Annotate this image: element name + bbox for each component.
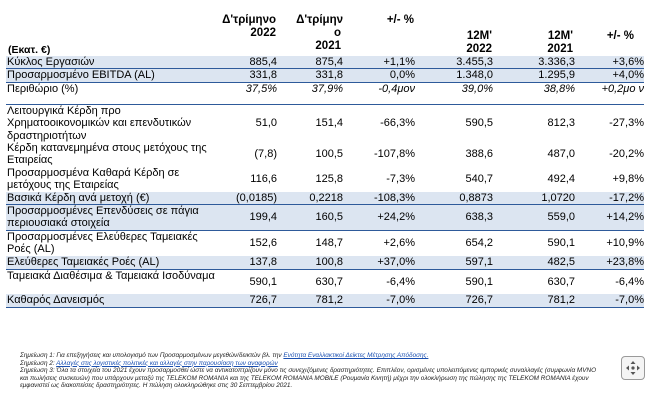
value-y2021: 482,5 bbox=[493, 256, 575, 270]
value-q2021: 630,7 bbox=[315, 275, 343, 288]
change-y: -17,2% bbox=[575, 192, 644, 205]
value-q2021: 781,2 bbox=[277, 294, 343, 308]
change-y: +14,2% bbox=[575, 205, 644, 231]
change-q: +24,2% bbox=[343, 205, 415, 231]
row-label: Προσαρμοσμένες Ελεύθερες Ταμειακές Ροές (AL) bbox=[7, 230, 198, 256]
footnote-2-text: Σημείωση 2: bbox=[20, 359, 55, 367]
change-y: +0,2μο ν bbox=[601, 82, 644, 95]
value-y2022: 540,7 bbox=[465, 173, 493, 186]
header-q2021-line2: ο bbox=[333, 27, 341, 39]
change-y: -6,4% bbox=[615, 275, 644, 288]
value-q2022: (0,0185) bbox=[216, 192, 277, 205]
table-row bbox=[6, 230, 644, 255]
value-y2021: 3.336,3 bbox=[493, 56, 575, 69]
value-q2021: 100,5 bbox=[315, 148, 343, 161]
table-row bbox=[6, 192, 644, 205]
change-q: -107,8% bbox=[374, 148, 415, 161]
footnote-1 bbox=[20, 352, 600, 360]
row-label: Ελεύθερες Ταμειακές Ροές (AL) bbox=[6, 256, 216, 270]
table-row bbox=[6, 69, 644, 82]
value-q2021: 100,8 bbox=[277, 256, 343, 270]
value-y2021: 781,2 bbox=[493, 294, 575, 308]
value-q2022: (7,8) bbox=[254, 148, 277, 161]
scroll-move-icon bbox=[625, 360, 641, 376]
header-q2021 bbox=[283, 14, 343, 53]
footnote-1-link[interactable]: Ενότητα Εναλλακτικοί Δείκτες Μέτρησης Απόδοσης. bbox=[283, 352, 429, 359]
header-y2022 bbox=[436, 30, 492, 56]
row-label: Καθαρός Δανεισμός bbox=[6, 294, 216, 308]
value-q2022: 37,5% bbox=[245, 82, 277, 95]
table-row bbox=[6, 294, 644, 308]
value-q2022: 51,0 bbox=[216, 104, 277, 142]
value-y2021: 559,0 bbox=[493, 205, 575, 231]
footnotes bbox=[20, 352, 600, 390]
value-q2021: 37,9% bbox=[311, 82, 343, 95]
footnote-3: Σημείωση 3: Όλα τα στοιχεία του 2021 έχουν προσαρμοσθεί ώστε να αντικατοπτρίζουν μόνο τις συνεχιζόμενες δραστηριότητες. Επιπλέον, ορισμένες υπολειπόμενες εμπορικές συναλλαγές (συμφωνία MVNO και πωλήσεις συσκευών) που υπάρχουν μεταξύ της TELEKOM ROMANIA και της TELEKOM ROMANIA MOBILE (Ρουμανία Κινητή) μέχρι την ολοκλήρωση της πώλησης της TELEKOM ROMANIA έχουν εμφανιστεί ως διακοπείσες δραστηριότητες. Η πώληση ολοκληρώθηκε στις 30 Σεπτεμβρίου 2021. bbox=[20, 367, 597, 390]
row-label: Βασικά Κέρδη ανά μετοχή (€) bbox=[6, 192, 216, 205]
value-y2021: 1.295,9 bbox=[493, 69, 575, 82]
footnote-2-link[interactable]: Αλλαγές στις λογιστικές πολιτικές και αλλαγές στην παρουσίαση των αναφορών bbox=[56, 359, 278, 367]
change-y: +9,8% bbox=[612, 173, 644, 186]
header-change-q: +/- % bbox=[386, 14, 414, 26]
table-row bbox=[6, 104, 644, 142]
value-y2022: 590,5 bbox=[415, 104, 493, 142]
header-q2022-line1: Δ'τρίμηνο bbox=[222, 14, 276, 26]
row-label: Κύκλος Εργασιών bbox=[6, 56, 216, 69]
change-q: +37,0% bbox=[343, 256, 415, 270]
table-row bbox=[6, 205, 644, 231]
value-q2021: 160,5 bbox=[277, 205, 343, 231]
change-y: +4,0% bbox=[575, 69, 644, 82]
value-q2022: 726,7 bbox=[216, 294, 277, 308]
value-y2021: 38,8% bbox=[543, 82, 575, 95]
row-label: Προσαρμοσμένο EBITDA (AL) bbox=[6, 69, 216, 82]
value-y2021: 492,4 bbox=[547, 173, 575, 186]
change-y: -7,0% bbox=[575, 294, 644, 308]
table-row bbox=[6, 256, 644, 270]
value-q2022: 590,1 bbox=[249, 275, 277, 288]
value-q2021: 331,8 bbox=[277, 69, 343, 82]
row-label: Προσαρμοσμένες Επενδύσεις σε πάγια περιουσιακά στοιχεία bbox=[6, 205, 216, 231]
header-q2021-line1: Δ'τρίμην bbox=[296, 14, 343, 26]
table-row bbox=[6, 56, 644, 69]
value-y2022: 388,6 bbox=[465, 148, 493, 161]
value-q2021: 148,7 bbox=[315, 237, 343, 250]
value-y2021: 630,7 bbox=[547, 275, 575, 288]
header-change-y: +/- % bbox=[606, 30, 634, 42]
change-y: -27,3% bbox=[575, 104, 644, 142]
change-y: +10,9% bbox=[606, 237, 644, 250]
value-y2022: 1.348,0 bbox=[415, 69, 493, 82]
value-q2022: 137,8 bbox=[216, 256, 277, 270]
change-q: -0,4μον bbox=[378, 82, 415, 95]
value-y2021: 1,0720 bbox=[493, 192, 575, 205]
row-label: Κέρδη κατανεμημένα στους μετόχους της Εταιρείας bbox=[7, 142, 207, 167]
value-q2022: 199,4 bbox=[216, 205, 277, 231]
change-q: -66,3% bbox=[343, 104, 415, 142]
table-row bbox=[6, 270, 644, 294]
value-y2022: 39,0% bbox=[461, 82, 493, 95]
value-q2021: 875,4 bbox=[277, 56, 343, 69]
unit-label: (Εκατ. €) bbox=[8, 44, 51, 56]
change-q: +1,1% bbox=[343, 56, 415, 69]
value-y2022: 0,8873 bbox=[415, 192, 493, 205]
value-y2021: 812,3 bbox=[493, 104, 575, 142]
header-y2022-line2: 2022 bbox=[466, 43, 492, 55]
table-row bbox=[6, 82, 644, 104]
table-row bbox=[6, 142, 644, 167]
header-q2022 bbox=[216, 14, 276, 40]
footnote-1-text: Σημείωση 1: Για επεξηγήσεις και υπολογισμό των Προσαρμοσμένων μεγεθών/δεικτών βλ. την bbox=[20, 352, 282, 359]
change-q: -6,4% bbox=[386, 275, 415, 288]
value-q2022: 152,6 bbox=[249, 237, 277, 250]
row-label: Περιθώριο (%) bbox=[7, 82, 79, 95]
value-q2022: 331,8 bbox=[216, 69, 277, 82]
row-label: Λειτουργικά Κέρδη προ Χρηματοοικονομικών και επενδυτικών δραστηριοτήτων bbox=[6, 104, 216, 142]
change-y: -20,2% bbox=[609, 148, 644, 161]
value-y2022: 597,1 bbox=[415, 256, 493, 270]
change-q: -7,3% bbox=[386, 173, 415, 186]
change-q: -108,3% bbox=[343, 192, 415, 205]
value-y2022: 638,3 bbox=[415, 205, 493, 231]
row-label: Προσαρμοσμένα Καθαρά Κέρδη σε μετόχους της Εταιρείας bbox=[7, 166, 180, 192]
value-y2021: 590,1 bbox=[547, 237, 575, 250]
value-q2021: 151,4 bbox=[277, 104, 343, 142]
value-q2021: 0,2218 bbox=[277, 192, 343, 205]
financial-table bbox=[6, 56, 644, 308]
value-y2022: 726,7 bbox=[415, 294, 493, 308]
header-q2022-line2: 2022 bbox=[250, 27, 276, 39]
scroll-move-control[interactable] bbox=[621, 356, 645, 380]
change-y: +23,8% bbox=[575, 256, 644, 270]
header-q2021-line3: 2021 bbox=[315, 40, 341, 52]
table-row bbox=[6, 167, 644, 192]
change-q: +2,6% bbox=[383, 237, 415, 250]
value-y2022: 3.455,3 bbox=[415, 56, 493, 69]
value-y2022: 654,2 bbox=[465, 237, 493, 250]
header-y2021 bbox=[517, 30, 573, 56]
header-y2022-line1: 12M' bbox=[466, 30, 492, 42]
value-q2021: 125,8 bbox=[315, 173, 343, 186]
change-y: +3,6% bbox=[575, 56, 644, 69]
value-y2022: 590,1 bbox=[465, 275, 493, 288]
value-q2022: 885,4 bbox=[216, 56, 277, 69]
change-q: -7,0% bbox=[343, 294, 415, 308]
header-y2021-line2: 2021 bbox=[547, 43, 573, 55]
change-q: 0,0% bbox=[343, 69, 415, 82]
row-label: Ταμειακά Διαθέσιμα & Ταμειακά Ισοδύναμα bbox=[7, 270, 215, 283]
value-y2021: 487,0 bbox=[547, 148, 575, 161]
value-q2022: 116,6 bbox=[250, 173, 277, 186]
header-y2021-line1: 12M' bbox=[547, 30, 573, 42]
